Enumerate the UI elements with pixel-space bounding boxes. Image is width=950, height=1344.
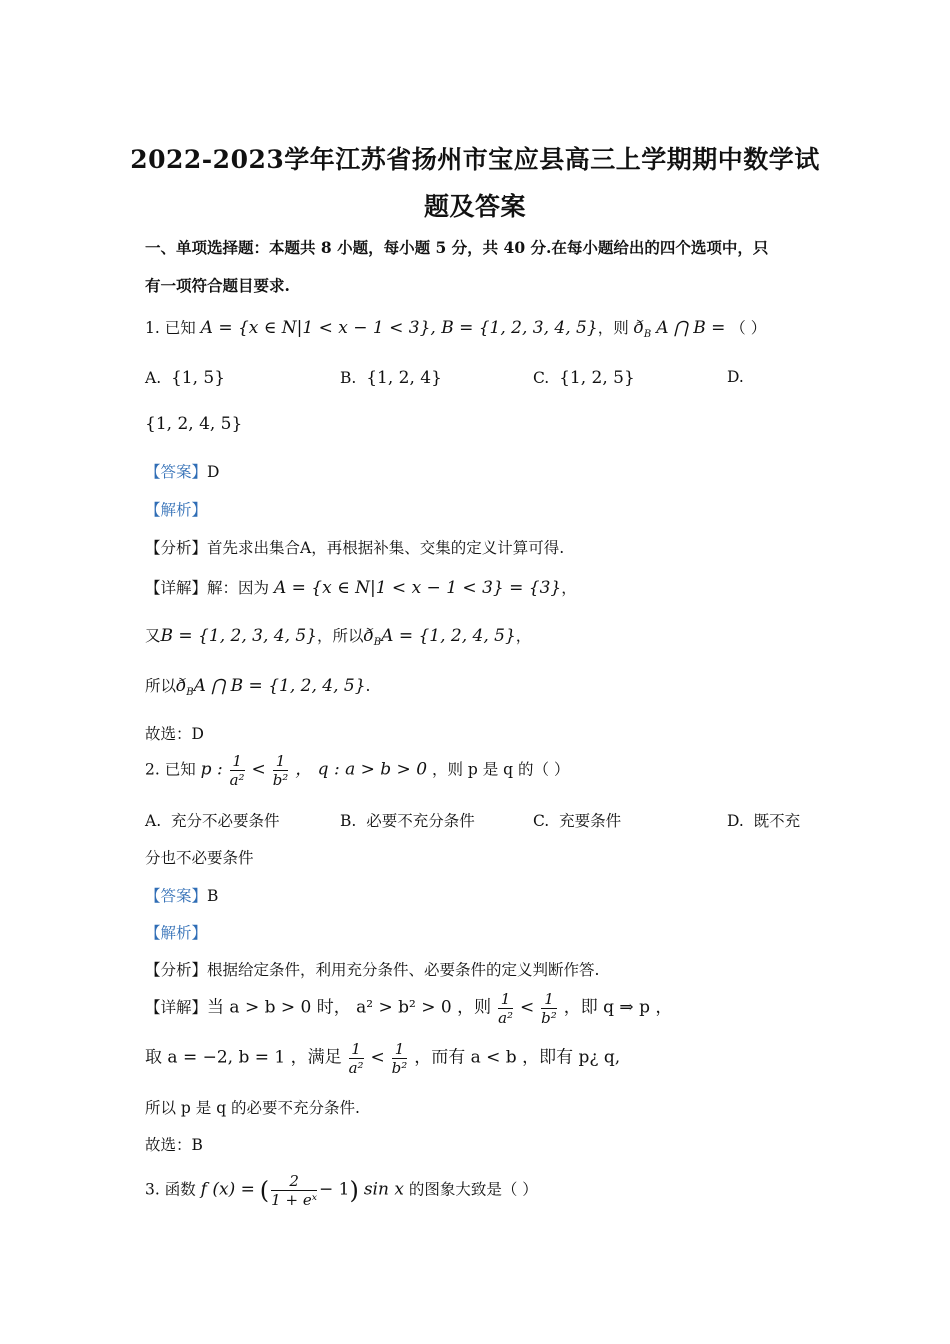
q2-frac1 — [230, 752, 245, 789]
q2-jiexi-tag: 【解析】 — [145, 924, 208, 942]
option-b-text: {1, 2, 4} — [366, 368, 442, 388]
q1-detail-line3 — [145, 674, 370, 698]
q1-jiexi-tag: 【解析】 — [145, 501, 208, 519]
analysis-tag: 【分析】 — [145, 961, 208, 979]
q1-option-a — [145, 368, 225, 388]
option-a-label: A. — [145, 369, 162, 387]
q1-complement-sub: B — [643, 329, 652, 341]
frac-num: 1 — [392, 1040, 408, 1059]
q2-choice: 故选：B — [145, 1136, 203, 1154]
q1-complement-symbol: ð — [633, 318, 644, 338]
q2-detail-line2 — [145, 1040, 620, 1077]
answer-tag: 【答案】 — [145, 463, 208, 481]
q1-option-b — [340, 368, 442, 388]
answer-value: B — [207, 887, 219, 905]
frac-den: b² — [541, 1009, 557, 1027]
detail2-end: ， — [515, 627, 532, 645]
q3-suffix: 的图象大致是（ ） — [408, 1180, 538, 1199]
q1-paren: （ ） — [730, 319, 767, 337]
frac-den: b² — [272, 771, 289, 789]
analysis-text: 根据给定条件，利用充分条件、必要条件的定义判断作答. — [207, 961, 600, 979]
detail2-math1: B = {1, 2, 3, 4, 5} — [160, 626, 318, 646]
detail1-frac2 — [541, 990, 557, 1027]
frac-num: 1 — [349, 1040, 364, 1059]
answer-tag: 【答案】 — [145, 887, 208, 905]
detail2-lt: < — [370, 1047, 385, 1068]
section-heading-line2: 有一项符合题目要求. — [145, 276, 290, 295]
q2-detail-line3: 所以 p 是 q 的必要不充分条件. — [145, 1099, 360, 1117]
detail3-math: A ⋂ B = {1, 2, 4, 5} — [193, 676, 366, 696]
detail-pre: 解：因为 — [207, 579, 270, 597]
q3-rparen: ) — [349, 1176, 359, 1205]
frac-num: 2 — [271, 1172, 317, 1191]
detail-tag: 【详解】 — [145, 998, 208, 1017]
q3-lparen: ( — [259, 1176, 270, 1205]
option-d-label: D. — [727, 812, 744, 830]
answer-value: D — [207, 463, 220, 481]
frac-den: a² — [498, 1009, 514, 1027]
detail1-lt: < — [519, 997, 535, 1018]
detail3-complement: ð — [176, 676, 187, 696]
doc-title-line1: 2022-2023学年江苏省扬州市宝应县高三上学期期中数学试 — [130, 145, 820, 174]
q2-stem — [145, 752, 569, 789]
frac-den: b² — [391, 1059, 408, 1077]
q1-choice: 故选：D — [145, 725, 204, 743]
option-c-label: C. — [533, 812, 550, 830]
detail2-sub: B — [373, 637, 382, 649]
q2-q-part: ， q : a > b > 0 — [295, 759, 428, 780]
q3-tail: − 1 — [319, 1179, 350, 1200]
detail3-pre: 所以 — [145, 677, 177, 695]
option-c-text: {1, 2, 5} — [559, 368, 635, 388]
q2-frac2 — [273, 752, 289, 789]
frac-den: a² — [348, 1059, 364, 1077]
frac-num: 1 — [273, 752, 289, 771]
q1-detail-line2 — [145, 624, 531, 648]
section-heading-line1: 一、单项选择题：本题共 8 小题，每小题 5 分，共 40 分.在每小题给出的四个选项中，只 — [145, 238, 769, 257]
detail3-end: . — [365, 677, 371, 695]
q2-prefix: 2. 已知 — [145, 760, 196, 779]
analysis-tag: 【分析】 — [145, 539, 208, 557]
frac-num: 1 — [541, 990, 557, 1009]
q2-option-b — [340, 809, 475, 831]
q1-answer — [145, 460, 219, 482]
option-c-text: 充要条件 — [559, 812, 622, 830]
q2-option-d-cont: 分也不必要条件 — [145, 849, 254, 867]
option-c-label: C. — [533, 369, 550, 387]
q3-sin: sin x — [363, 1179, 404, 1200]
detail2-end: ，而有 a < b ，即有 p¿ q, — [414, 1047, 621, 1068]
detail2-frac2 — [392, 1040, 408, 1077]
q3-stem — [145, 1172, 538, 1209]
detail1-text: 当 a > b > 0 时， a² > b² > 0 ，则 — [207, 997, 492, 1018]
q2-p-label: p : — [200, 759, 223, 780]
q1-prefix: 1. 已知 — [145, 319, 196, 337]
doc-title-line2: 题及答案 — [423, 192, 526, 221]
detail3-sub: B — [186, 687, 194, 699]
q1-stem — [145, 316, 766, 340]
detail2-mid: ，所以 — [317, 627, 364, 645]
q3-frac — [271, 1172, 317, 1209]
q2-option-a — [145, 809, 280, 831]
q1-detail-line1 — [145, 576, 577, 598]
option-a-label: A. — [145, 812, 162, 830]
detail2-frac1 — [349, 1040, 364, 1077]
frac-num: 1 — [498, 990, 513, 1009]
q1-sets: A = {x ∈ N|1 < x − 1 < 3}, B = {1, 2, 3, 4, 5} — [200, 318, 598, 338]
analysis-text: 首先求出集合A，再根据补集、交集的定义计算可得. — [207, 539, 565, 557]
q3-fx: f (x) = — [200, 1179, 255, 1200]
q2-suffix: ，则 p 是 q 的（ ） — [431, 760, 570, 779]
option-b-text: 必要不充分条件 — [366, 812, 475, 830]
q1-option-d-text: {1, 2, 4, 5} — [145, 414, 243, 434]
detail-tag: 【详解】 — [145, 579, 208, 597]
detail2-complement: ð — [363, 626, 374, 646]
detail2-pre: 取 a = −2, b = 1 ，满足 — [145, 1047, 342, 1068]
option-d-text: 既不充 — [753, 812, 801, 830]
detail1-end: ，即 q ⇒ p ， — [563, 997, 673, 1018]
q2-answer — [145, 884, 218, 906]
detail2-math3: A = {1, 2, 4, 5} — [381, 626, 516, 646]
q2-detail-line1 — [145, 990, 672, 1027]
frac-den: a² — [229, 771, 245, 789]
q1-option-d-label: D. — [727, 368, 744, 386]
q2-option-d — [727, 809, 800, 831]
detail-math: A = {x ∈ N|1 < x − 1 < 3} = {3} — [273, 578, 562, 598]
option-a-text: 充分不必要条件 — [170, 812, 280, 830]
detail1-frac1 — [498, 990, 513, 1027]
detail-end: ， — [561, 579, 577, 597]
option-b-label: B. — [340, 812, 357, 830]
q1-option-c — [533, 368, 635, 388]
q1-expr: A ⋂ B = — [656, 318, 726, 338]
q2-lt: < — [251, 759, 266, 780]
option-b-label: B. — [340, 369, 357, 387]
q2-analysis — [145, 958, 599, 980]
q3-prefix: 3. 函数 — [145, 1180, 196, 1199]
frac-num: 1 — [230, 752, 245, 771]
detail2-pre: 又 — [145, 627, 161, 645]
q1-mid: ，则 — [597, 319, 629, 337]
frac-den: 1 + eˣ — [271, 1191, 318, 1209]
q1-analysis — [145, 536, 564, 558]
q2-option-c — [533, 809, 621, 831]
option-a-text: {1, 5} — [170, 368, 226, 388]
